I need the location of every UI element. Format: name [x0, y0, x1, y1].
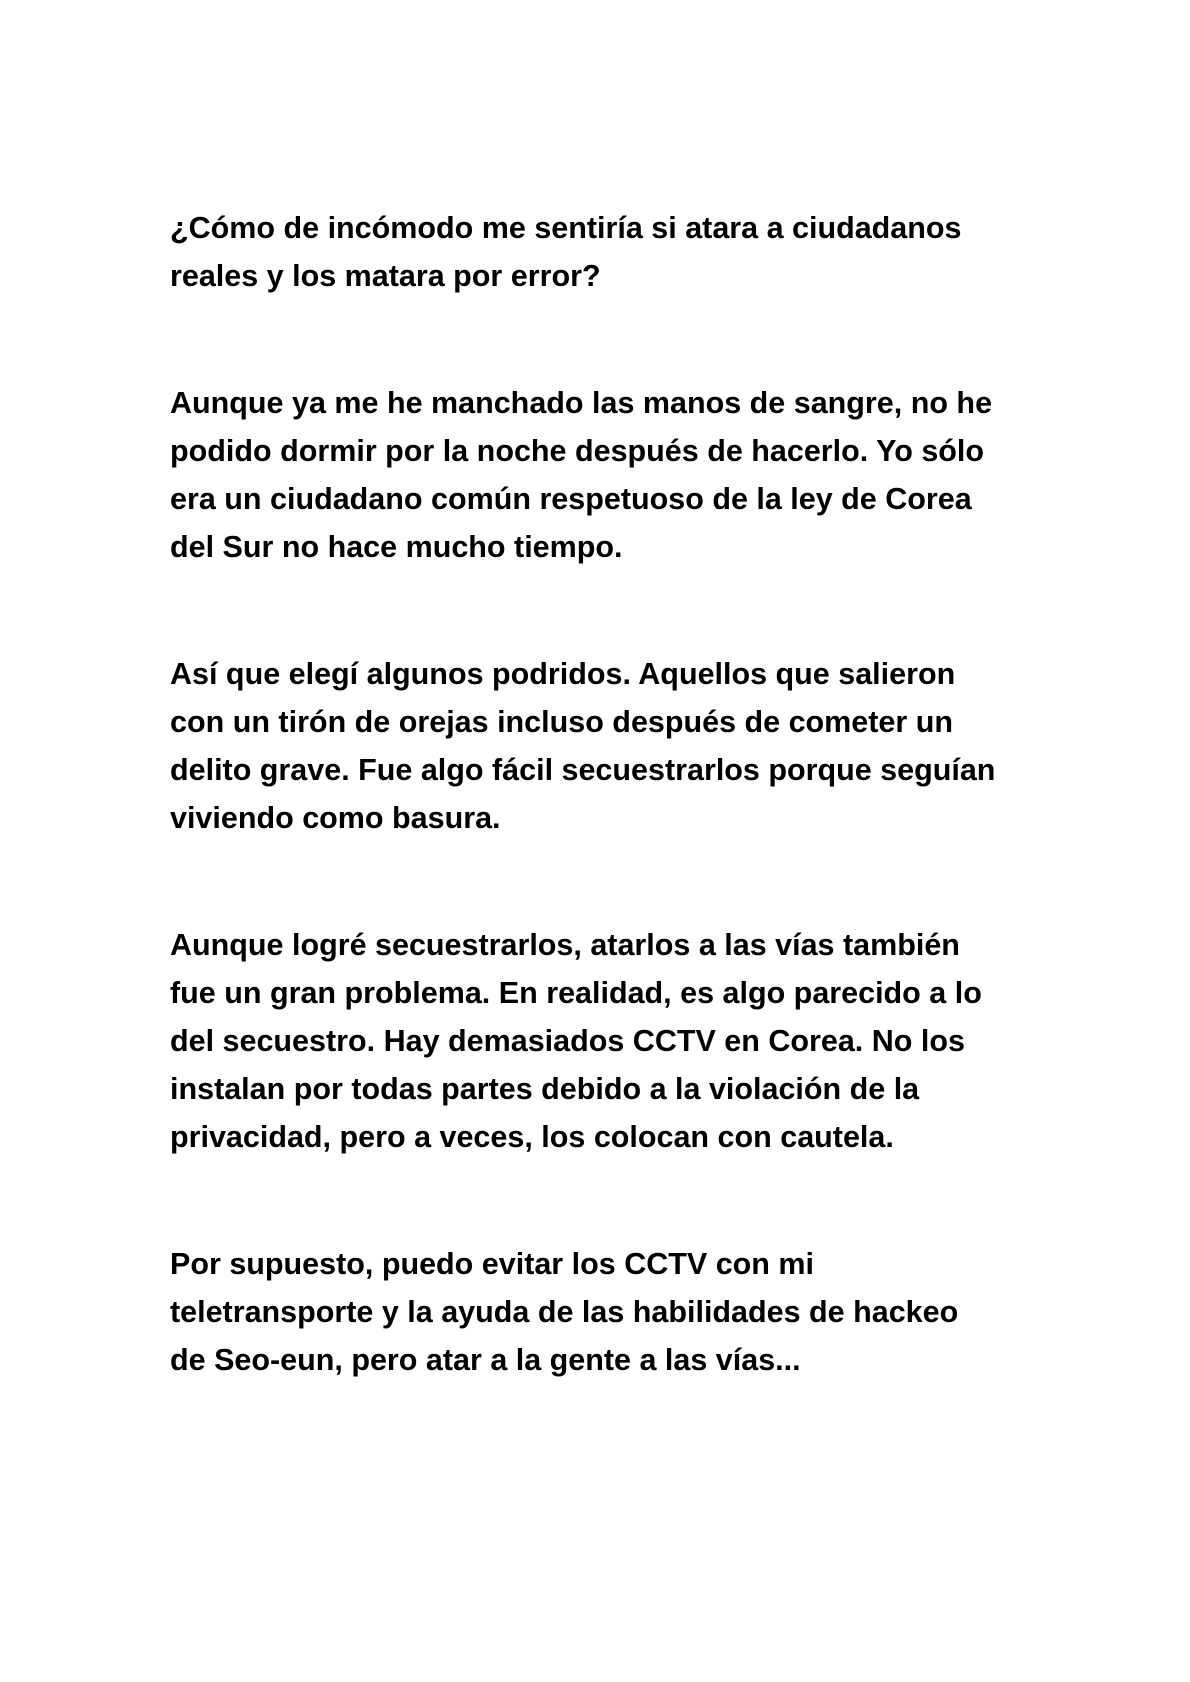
document-body — [170, 204, 1030, 1463]
paragraph: Aunque ya me he manchado las manos de sangre, no he podido dormir por la noche después de hacerlo. Yo sólo era un ciudadano común respetuoso de la ley de Corea del Sur no hace mucho tiempo. — [170, 386, 993, 564]
paragraph: Así que elegí algunos podridos. Aquellos que salieron con un tirón de orejas incluso después de cometer un delito grave. Fue algo fácil secuestrarlos porque seguían viviendo como basura. — [170, 657, 996, 835]
paragraph: Por supuesto, puedo evitar los CCTV con mi teletransporte y la ayuda de las habilidades de hackeo de Seo-eun, pero atar a la gente a las vías... — [170, 1247, 959, 1377]
paragraph: ¿Cómo de incómodo me sentiría si atara a ciudadanos reales y los matara por error? — [170, 211, 962, 293]
paragraph: Aunque logré secuestrarlos, atarlos a las vías también fue un gran problema. En realidad, es algo parecido a lo del secuestro. Hay demasiados CCTV en Corea. No los instalan por todas partes debido a la violación de la privacidad, pero a veces, los colocan con cautela. — [170, 928, 982, 1154]
